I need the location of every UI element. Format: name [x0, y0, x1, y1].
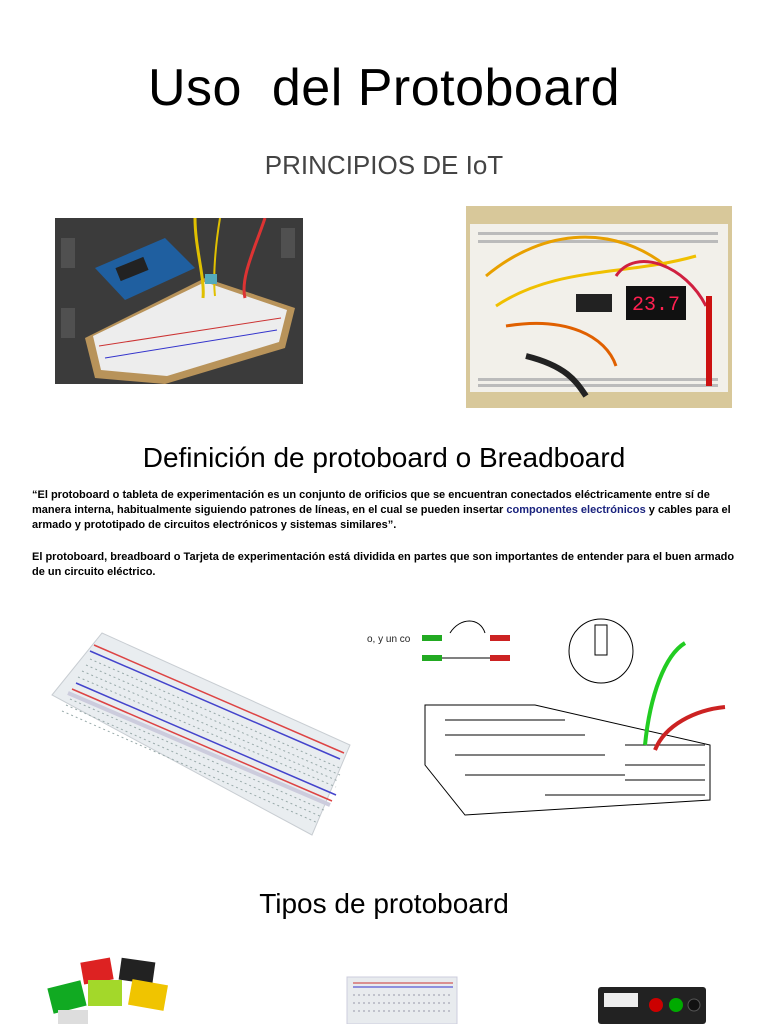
definition-heading: Definición de protoboard o Breadboard: [142, 442, 626, 473]
types-heading: Tipos de protoboard: [259, 888, 509, 919]
led-display-reading: 23.7: [631, 294, 681, 317]
arduino-breadboard-photo: [55, 218, 303, 384]
breadboard-photo: [32, 615, 367, 847]
steren-breadboard-photo: [596, 985, 708, 1024]
quote-text-2: y cables para el armado y prototipado de circuitos electrónicos y sistemas similares”.: [32, 504, 731, 531]
small-breadboard-photo: [345, 975, 461, 1024]
page-subtitle: PRINCIPIOS DE IoT: [264, 150, 504, 180]
definition-quote: [32, 488, 738, 533]
components-link[interactable]: componentes electrónicos: [506, 504, 646, 516]
breadboard-display-photo: [466, 206, 732, 408]
mini-breadboards-photo: [40, 950, 180, 1024]
definition-paragraph: El protoboard, breadboard o Tarjeta de experimentación está dividida en partes que son importantes de entender para el buen armado de un circuito eléctrico.: [32, 551, 735, 578]
breadboard-diagram: [365, 615, 730, 830]
diagram-fragment-text: o, y un co: [367, 634, 411, 645]
quote-text-1: “El protoboard o tableta de experimentación es un conjunto de orificios que se encuentran conectados eléctricamente entre sí de manera interna, habitualmente siguiendo patrones de líneas, en el cual se pueden insertar: [32, 489, 710, 516]
page-title: Uso del Protoboard: [148, 59, 620, 117]
